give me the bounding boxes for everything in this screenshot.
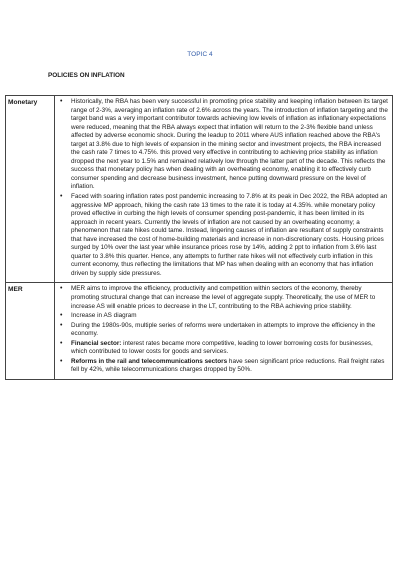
- bullet-item: • Increase in AS diagram: [59, 312, 388, 321]
- bullet-item: • Historically, the RBA has been very successful in promoting price stability and keeping inflation between its target range of 2-3%, averaging an inflation rate of 2.6% across the years. The introduction of inflation targeting and the target band was a very important contributor towards achieving low levels of inflation as inflationary expectations were reduced, meaning that the RBA always expect that inflation will return to the 2-3% flexible band unless affected by adverse economic shock. During the leadup to 2011 where AUS inflation reached above the RBA's target at 3.8% due to high levels of expansion in the mining sector and investment projects, the RBA increased the cash rate 7 times to 4.75%. this proved very effective in contributing to achieving price stability as inflation dropped the next year to 1.5% and remained relatively low through the latter part of the decade. This reflects the success that monetary policy has when dealing with an overheating economy, enabling it to effectively curb consumer spending and decrease business investment, hence putting downward pressure on the level of inflation.: [59, 98, 388, 192]
- bullet-item: • Financial sector: interest rates became more competitive, leading to lower borrowing costs for businesses, which contributed to lower costs for goods and services.: [59, 340, 388, 357]
- bullet-item: • Reforms in the rail and telecommunications sectors have seen significant price reductions. Rail freight rates fell by 42%, while telecommunications charges dropped by 50%.: [59, 358, 388, 375]
- table-row-monetary: [6, 96, 393, 283]
- bullet-item: • Faced with soaring inflation rates post pandemic increasing to 7.8% at its peak in Dec 2022, the RBA adopted an aggressive MP approach, hiking the cash rate 13 times to the rate it is today at 4.35%. while monetary policy proved effective in curbing the high levels of consumer spending post-pandemic, it has been limited in its approach in recent years. Currently the levels of inflation are not caused by an overheating economy; a phenomenon that rate hikes could tame. Instead, lingering causes of inflation are resultant of supply constraints that have increased the cost of home-building materials and increase in non-discretionary costs. Housing prices surged by 10% over the last year while insurance prices rose by 14%, adding 2 ppt to inflation from 3.6% last quarter to 3.8% this quarter. Hence, any attempts to further rate hikes will not effectively curb inflation in this current economy, thus reflecting the limitations that MP has when dealing with an economy that has inflation driven by supply side pressures.: [59, 193, 388, 278]
- row-content-monetary: [55, 96, 393, 283]
- bullet-item: • During the 1980s-90s, multiple series of reforms were undertaken in attempts to improve the efficiency in the economy.: [59, 322, 388, 339]
- bullet-bold-lead: Financial sector:: [71, 339, 122, 347]
- bullet-item: • MER aims to improve the efficiency, productivity and competition within sectors of the economy, thereby promoting structural change that can increase the level of aggregate supply. Theoretically, the use of MER to increase AS will enable prices to decrease in the LT, contributing to the RBA achieving price stability.: [59, 285, 388, 311]
- table-row-mer: [6, 283, 393, 379]
- row-label-mer: MER: [6, 283, 55, 379]
- policy-table: [5, 95, 393, 380]
- section-heading: POLICIES ON INFLATION: [48, 72, 125, 79]
- bullet-bold-lead: Reforms in the rail and telecommunications sectors: [71, 357, 228, 365]
- topic-title: TOPIC 4: [187, 51, 213, 58]
- row-content-mer: [55, 283, 393, 379]
- row-label-monetary: Monetary: [6, 96, 55, 283]
